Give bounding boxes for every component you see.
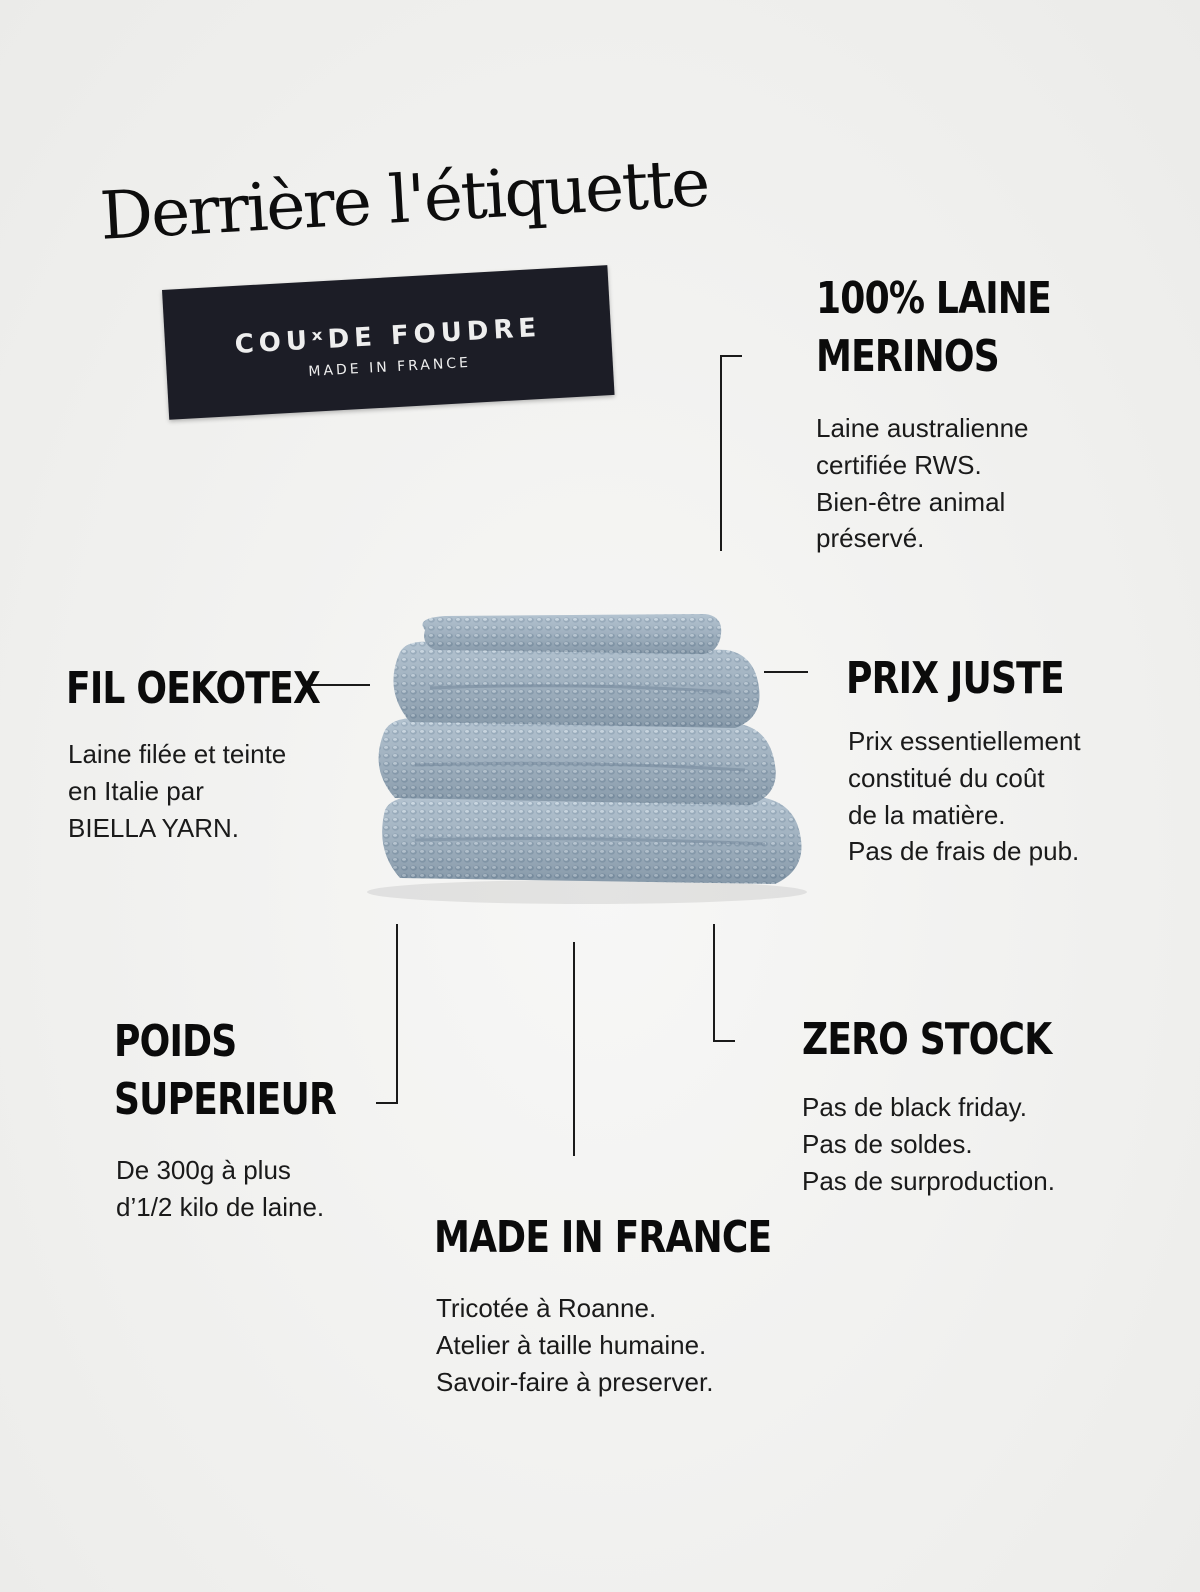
feature-text-france: Tricotée à Roanne. Atelier à taille humaine. Savoir-faire à preserver.: [436, 1293, 714, 1397]
connector-laine-tick: [720, 355, 742, 357]
feature-text-oekotex: Laine filée et teinte en Italie par BIELLA YARN.: [68, 739, 287, 843]
feature-heading-oekotex: FIL OEKOTEX: [66, 663, 321, 714]
connector-poids-vertical: [396, 924, 398, 1104]
feature-heading-poids: POIDS SUPERIEUR: [114, 1016, 336, 1125]
connector-stock-vertical: [713, 924, 715, 1042]
feature-text-prix: Prix essentiellement constitué du coût de la matière. Pas de frais de pub.: [848, 726, 1081, 867]
feature-heading-stock: ZERO STOCK: [802, 1014, 1052, 1065]
connector-laine-vertical: [720, 355, 722, 551]
folded-scarf-icon: [355, 600, 825, 910]
brand-name: COUˣDE FOUDRE: [233, 312, 542, 360]
feature-text-stock: Pas de black friday. Pas de soldes. Pas de surproduction.: [802, 1092, 1055, 1196]
brand-subtitle: MADE IN FRANCE: [308, 354, 472, 380]
feature-heading-laine: 100% LAINE MERINOS: [816, 273, 1052, 382]
page-title: Derrière l'étiquette: [98, 144, 711, 255]
connector-poids-tick: [376, 1102, 398, 1104]
connector-france: [573, 942, 575, 1156]
connector-prix: [764, 671, 808, 673]
feature-heading-prix: PRIX JUSTE: [846, 653, 1064, 704]
feature-heading-france: MADE IN FRANCE: [434, 1212, 772, 1263]
feature-text-laine: Laine australienne certifiée RWS. Bien-être animal préservé.: [816, 413, 1029, 554]
feature-text-poids: De 300g à plus d’1/2 kilo de laine.: [116, 1155, 325, 1222]
brand-woven-label: [162, 265, 615, 420]
connector-stock-tick: [713, 1040, 735, 1042]
